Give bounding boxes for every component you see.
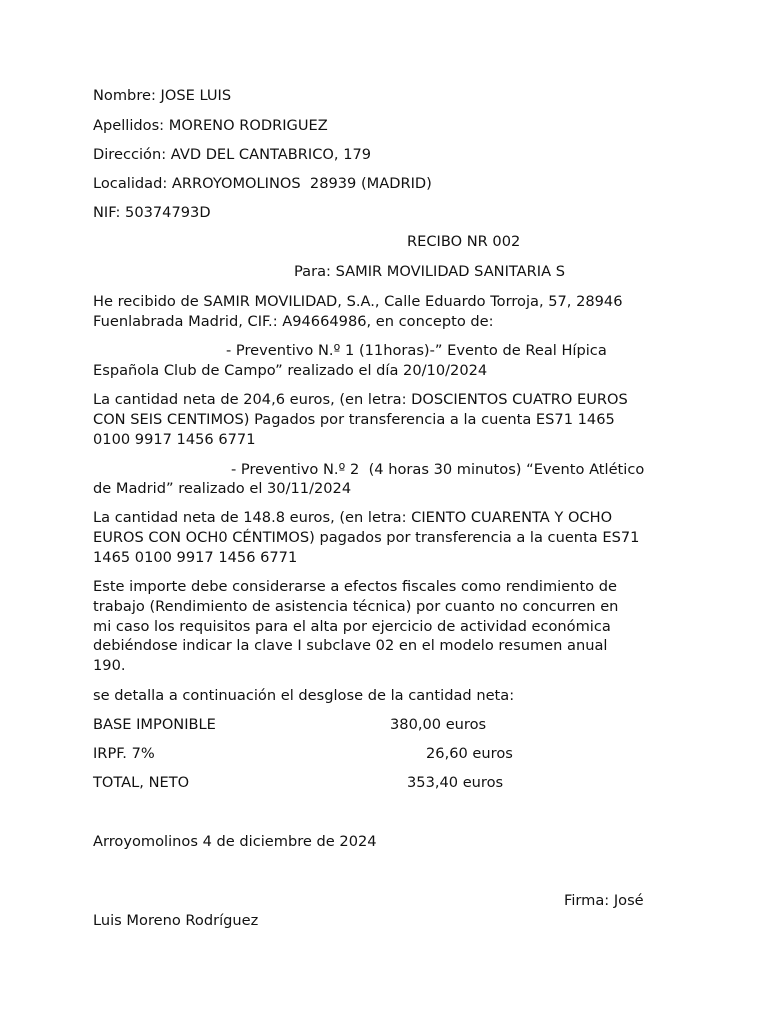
fiscal-line-3: mi caso los requisitos para el alta por ejercicio de actividad económica	[93, 618, 611, 635]
breakdown-label-base: BASE IMPONIBLE	[93, 716, 216, 733]
fiscal-line-5: 190.	[93, 657, 126, 674]
desglose-intro: se detalla a continuación el desglose de la cantidad neta:	[93, 687, 515, 704]
breakdown-value-base: 380,00 euros	[390, 716, 487, 733]
amount-1-line-1: La cantidad neta de 204,6 euros, (en letra: DOSCIENTOS CUATRO EUROS	[93, 391, 628, 408]
receipt-recipient: Para: SAMIR MOVILIDAD SANITARIA S	[294, 263, 565, 280]
localidad-line: Localidad: ARROYOMOLINOS 28939 (MADRID)	[93, 175, 432, 192]
apellidos-line: Apellidos: MORENO RODRIGUEZ	[93, 117, 328, 134]
item-2-line-1: - Preventivo N.º 2 (4 horas 30 minutos) “Evento Atlético	[231, 461, 645, 478]
fiscal-line-2: trabajo (Rendimiento de asistencia técnica) por cuanto no concurren en	[93, 598, 619, 615]
fiscal-line-4: debiéndose indicar la clave I subclave 02 en el modelo resumen anual	[93, 637, 608, 654]
amount-2-line-2: EUROS CON OCH0 CÉNTIMOS) pagados por transferencia a la cuenta ES71	[93, 529, 640, 546]
breakdown-label-irpf: IRPF. 7%	[93, 745, 155, 762]
breakdown-value-total: 353,40 euros	[407, 774, 504, 791]
item-1-line-1: - Preventivo N.º 1 (11horas)-” Evento de Real Hípica	[226, 342, 607, 359]
direccion-line: Dirección: AVD DEL CANTABRICO, 179	[93, 146, 372, 163]
nif-line: NIF: 50374793D	[93, 204, 211, 221]
amount-1-line-2: CON SEIS CENTIMOS) Pagados por transferencia a la cuenta ES71 1465	[93, 411, 615, 428]
amount-2-line-3: 1465 0100 9917 1456 6771	[93, 549, 298, 566]
nombre-line: Nombre: JOSE LUIS	[93, 87, 232, 104]
breakdown-label-total: TOTAL, NETO	[93, 774, 190, 791]
item-2-line-2: de Madrid” realizado el 30/11/2024	[93, 480, 352, 497]
amount-2-line-1: La cantidad neta de 148.8 euros, (en letra: CIENTO CUARENTA Y OCHO	[93, 509, 613, 526]
intro-text-line-2: Fuenlabrada Madrid, CIF.: A94664986, en concepto de:	[93, 313, 494, 330]
fiscal-line-1: Este importe debe considerarse a efectos fiscales como rendimiento de	[93, 578, 617, 595]
item-1-line-2: Española Club de Campo” realizado el día 20/10/2024	[93, 362, 488, 379]
receipt-title: RECIBO NR 002	[407, 233, 521, 250]
intro-text-line-1: He recibido de SAMIR MOVILIDAD, S.A., Calle Eduardo Torroja, 57, 28946	[93, 293, 623, 310]
place-date: Arroyomolinos 4 de diciembre de 2024	[93, 833, 377, 850]
amount-1-line-3: 0100 9917 1456 6771	[93, 431, 256, 448]
signature-line-1: Firma: José	[564, 892, 644, 909]
breakdown-value-irpf: 26,60 euros	[426, 745, 513, 762]
signature-line-2: Luis Moreno Rodríguez	[93, 912, 259, 929]
